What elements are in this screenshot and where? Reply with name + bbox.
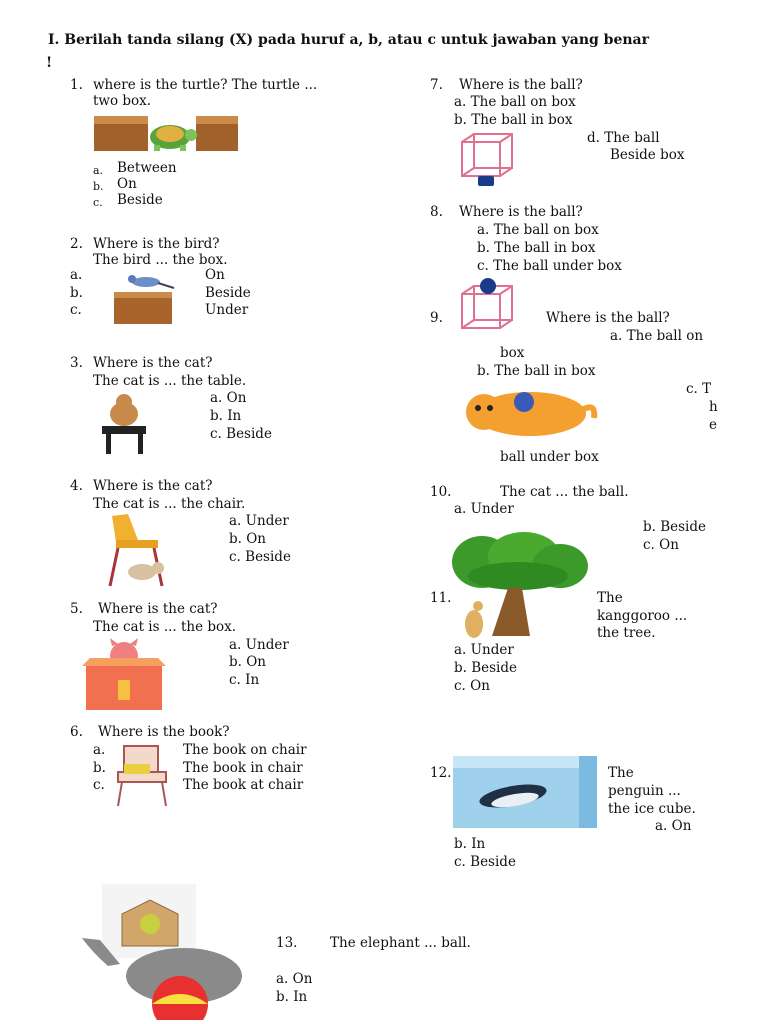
q2-question-cont: The bird ... the box.	[93, 252, 228, 268]
instruction-title-end: !	[46, 55, 53, 71]
q3-number: 3.	[70, 355, 83, 371]
q5-question-cont: The cat is ... the box.	[93, 619, 237, 635]
q13-option-a: a. On	[276, 971, 313, 987]
q11-question: The	[597, 590, 623, 606]
q4-option-c: c. Beside	[229, 549, 291, 565]
q9-option-c-cont-h: h	[709, 399, 718, 415]
turtle-between-boxes-image	[92, 113, 240, 155]
q2-option-a: On	[205, 267, 225, 283]
q11-question-cont2: the tree.	[597, 625, 656, 641]
q9-option-a: a. The ball on	[610, 328, 704, 344]
q7-option-d-cont: Beside box	[610, 147, 685, 163]
q2-option-a-letter: a.	[70, 267, 83, 283]
q5-option-b: b. On	[229, 654, 266, 670]
q4-option-b: b. On	[229, 531, 266, 547]
q9-option-a-cont: box	[500, 345, 525, 361]
q12-option-a: a. On	[655, 818, 692, 834]
q2-option-b: Beside	[205, 285, 251, 301]
q9-question: Where is the ball?	[546, 310, 670, 326]
book-on-chair-image	[110, 742, 174, 808]
q6-option-a-letter: a.	[93, 742, 106, 758]
cat-under-chair-image	[104, 512, 172, 588]
q1-option-a: Between	[117, 160, 177, 176]
q1-option-b-letter: b.	[93, 180, 104, 193]
q6-option-b-letter: b.	[93, 760, 106, 776]
q4-number: 4.	[70, 478, 83, 494]
bird-on-box-image	[110, 270, 178, 326]
q8-option-b: b. The ball in box	[477, 240, 596, 256]
q8-number: 8.	[430, 204, 443, 220]
q10-option-c: c. On	[643, 537, 679, 553]
q5-option-c: c. In	[229, 672, 260, 688]
q7-question: Where is the ball?	[459, 77, 583, 93]
q9-number: 9.	[430, 310, 443, 326]
q2-option-c-letter: c.	[70, 302, 82, 318]
q11-question-cont: kanggoroo ...	[597, 608, 688, 624]
q12-option-b: b. In	[454, 836, 486, 852]
q3-option-b: b. In	[210, 408, 242, 424]
q7-number: 7.	[430, 77, 443, 93]
q11-option-b: b. Beside	[454, 660, 518, 676]
q4-question-cont: The cat is ... the chair.	[93, 496, 246, 512]
q4-question: Where is the cat?	[93, 478, 213, 494]
q11-number: 11.	[430, 590, 452, 606]
ball-on-box-image	[456, 276, 520, 332]
q12-question: The	[608, 765, 634, 781]
q13-option-b: b. In	[276, 989, 308, 1005]
q1-question-cont: two box.	[93, 93, 152, 109]
q6-number: 6.	[70, 724, 83, 740]
q3-question: Where is the cat?	[93, 355, 213, 371]
q10-option-a: a. Under	[454, 501, 514, 517]
q8-option-c: c. The ball under box	[477, 258, 622, 274]
penguin-in-ice-image	[453, 756, 597, 828]
q4-option-a: a. Under	[229, 513, 289, 529]
q6-option-c-letter: c.	[93, 777, 105, 793]
cat-with-ball-image	[454, 384, 600, 442]
q11-option-c: c. On	[454, 678, 490, 694]
q6-option-b: The book in chair	[183, 760, 303, 776]
q6-option-a: The book on chair	[183, 742, 307, 758]
q9-option-c-cont-e: e	[709, 417, 717, 433]
q1-option-b: On	[117, 176, 137, 192]
cat-in-box-image	[80, 638, 168, 712]
q12-question-cont: penguin ...	[608, 783, 681, 799]
q5-option-a: a. Under	[229, 637, 289, 653]
q9-option-c-cont: ball under box	[500, 449, 599, 465]
q9-option-b: b. The ball in box	[477, 363, 596, 379]
q13-question: The elephant ... ball.	[330, 935, 471, 951]
q6-option-c: The book at chair	[183, 777, 304, 793]
q1-number: 1.	[70, 77, 83, 93]
q7-option-d: d. The ball	[587, 130, 660, 146]
kangaroo-under-tree-image	[452, 532, 588, 642]
q2-option-b-letter: b.	[70, 285, 83, 301]
q1-question: where is the turtle? The turtle ...	[93, 77, 318, 93]
instruction-title: I. Berilah tanda silang (X) pada huruf a, b, atau c untuk jawaban yang benar	[48, 32, 649, 48]
q3-question-cont: The cat is ... the table.	[93, 373, 247, 389]
q13-number: 13.	[276, 935, 298, 951]
q1-option-a-letter: a.	[93, 164, 104, 177]
q2-question: Where is the bird?	[93, 236, 220, 252]
q8-option-a: a. The ball on box	[477, 222, 599, 238]
q1-option-c-letter: c.	[93, 196, 103, 209]
q12-question-cont2: the ice cube.	[608, 801, 696, 817]
cat-on-table-image	[96, 392, 154, 456]
q3-option-c: c. Beside	[210, 426, 272, 442]
q6-question: Where is the book?	[98, 724, 230, 740]
elephant-on-ball-image	[80, 884, 246, 1020]
q10-option-b: b. Beside	[643, 519, 707, 535]
q3-option-a: a. On	[210, 390, 247, 406]
ball-under-box-image	[456, 130, 520, 188]
q8-question: Where is the ball?	[459, 204, 583, 220]
q2-option-c: Under	[205, 302, 249, 318]
q1-option-c: Beside	[117, 192, 163, 208]
q12-option-c: c. Beside	[454, 854, 516, 870]
q11-option-a: a. Under	[454, 642, 514, 658]
q9-option-c: c. T	[686, 381, 712, 397]
q2-number: 2.	[70, 236, 83, 252]
q5-number: 5.	[70, 601, 83, 617]
q7-option-b: b. The ball in box	[454, 112, 573, 128]
q10-number: 10.	[430, 484, 452, 500]
q10-question: The cat ... the ball.	[500, 484, 629, 500]
q12-number: 12.	[430, 765, 452, 781]
q5-question: Where is the cat?	[98, 601, 218, 617]
q7-option-a: a. The ball on box	[454, 94, 576, 110]
